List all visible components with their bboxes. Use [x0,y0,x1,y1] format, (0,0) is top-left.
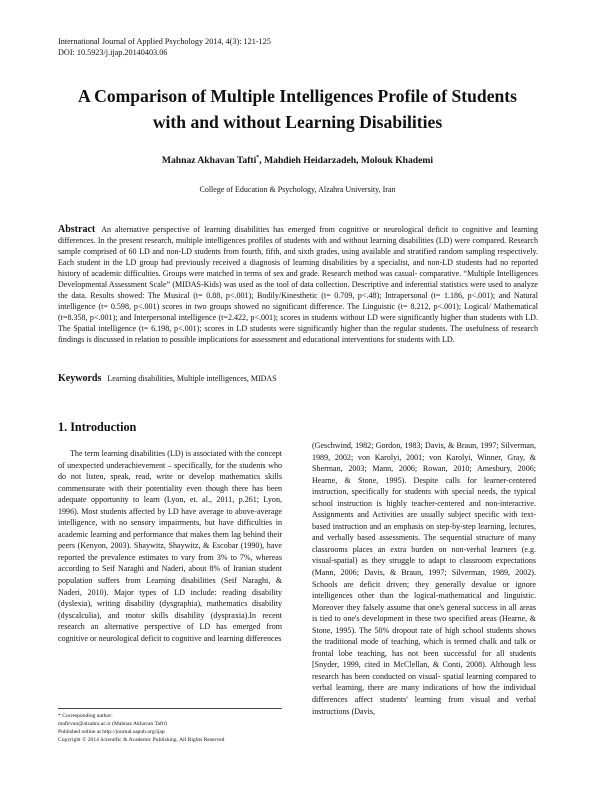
footnote [58,713,298,745]
corresponding-marker: * [256,155,260,161]
author-list [40,155,555,166]
footnote-divider [58,708,282,709]
footnote-email: mafirvan@alzahra.ac.ir (Mahnaz Akhavan Tafti) [58,720,167,727]
footnote-copyright: Copyright © 2014 Scientific & Academic Publishing. All Rights Reserved [58,736,225,743]
corresponding-author: Mahnaz Akhavan Tafti [161,155,257,167]
section-heading-introduction: 1. Introduction [58,420,137,434]
doi: DOI: 10.5923/j.ijap.20140403.06 [58,48,168,57]
footnote-corresponding: * Corresponding author: [58,713,113,719]
abstract-label: Abstract [58,224,96,235]
affiliation: College of Education & Psychology, Alzahra University, Iran [199,185,396,194]
title-line-2: with and without Learning Disabilities [152,112,443,132]
keywords-label: Keywords [58,373,102,384]
journal-header [58,36,271,58]
title-line-1: A Comparison of Multiple Intelligences Profile of Students [77,86,518,106]
footnote-published: Published online at http://journal.sapub.org/ijap [58,728,165,735]
keywords [58,373,538,384]
co-authors: , Mahdieh Heidarzadeh, Molouk Khademi [259,155,434,167]
left-column [58,448,282,644]
intro-paragraph-right: (Geschwind, 1982; Gordon, 1983; Davis, & Braun, 1997; Silverman, 1989, 2002; von Karolyi, 2001; von Karolyi, Winner, Gray, & Sherman, 2003; Mann, 2006; Rowan, 2010; Amesbury, 2006; Hearne, & Stone, 1995). Despite calls for learner-centered instruction, specifically for students with special needs, the typical school instruction is highly teacher-centered and non-interactive. Assignments and Activities are usually subject specific with text-based instruction and an emphasis on step-by-step learning, lectures, and verbally based assessments. The sequential structure of many classrooms places an extra burden on non-verbal learners (e.g. visual-spatial) as they struggle to adapt to classroom expectations (Mann, 2006; Davis, & Braun, 1997; Silverman, 1989, 2002). Schools are deficit driven; they generally devalue or ignore intelligences other than the logical-mathematical and linguistic. Moreover they falsely assume that one's general success in all areas is tied to one's development in these two specified areas (Hearne, & Stone, 1995). The 50% dropout rate of high school students shows the traditional mode of teaching, which is termed chalk and talk or frontal lobe teaching, has not been successful for all students [Snyder, 1999, cited in McClellan, & Conti, 2008). Although less research has been conducted on visual- spatial learning compared to verbal learning, there are many indications of how the individual differences affect students' learning from visual and verbal instructions (Davis, [312,441,536,716]
right-column [312,440,536,717]
keywords-text: Learning disabilities, Multiple intelligences, MIDAS [107,374,277,383]
abstract [58,224,538,346]
abstract-text: An alternative perspective of learning disabilities has emerged from cognitive or neurological deficit to cognitive and learning differences. In the present research, multiple intelligences profiles of students with and without learning disabilities (LD) were compared. Research sample comprised of 60 LD and non-LD students from fourth, fifth, and sixth grades, using available and stratified random sampling respectively. Each student in the LD group had previously received a diagnosis of learning disabilities by a specialist, and non-LD students had no reported history of academic difficulties. Groups were matched in terms of sex and grade. Research method was casual- comparative. “Multiple Intelligences Developmental Assessment Scale” (MIDAS-Kids) was used as the tool of data collection. Descriptive and inferential statistics were used to analyze the data. Results showed: The Musical (t= 0.88, p<.001); Bodily/Kinesthetic (t= 0.709, p<.48); Intrapersonal (t= 1.186, p<.001); and Natural intelligence (t= 0.598, p<.001) scores in two groups showed no significant difference. The Linguistic (t= 8.212, p<.001); Logical/ Mathematical (t=8.358, p<.001); and Interpersonal intelligence (t=2.422, p<.001); scores in students without LD were significantly higher than students with LD. The Spatial intelligence (t= 6.198, p<.001); scores in LD students were significantly higher than the regular students. The usefulness of research findings is discussed in relation to possible implications for assessment and educational interventions for students with LD. [58,225,538,345]
intro-paragraph-left: The term learning disabilities (LD) is associated with the concept of unexpected underachievement – specifically, for the students who do not listen, speak, read, write or develop mathematics skills commensurate with their potentiality even though there has been adequate opportunity to learn (Lyon, et. al., 2011, p.261; Lyon, 1996). Most students affected by LD have average to above-average intelligence, with no sensory impairments, but have difficulties in academic learning and performance that makes them lag behind their peers (Kenyon, 2003). Shaywitz, Shaywitz, & Escobar (1990), have reported the prevalence estimates to vary from 3% to 7%, whereas according to Seif Naraghi and Naderi, about 8% of Iranian student population suffers from Learning disabilities (Seif Naraghi, & Naderi, 2010). Major types of LD include: reading disability (dyslexia), writing disability (dysgraphia), mathematics disability (dyscalculia), and motor skills disability (dyspraxia).In recent research an alternative perspective of LD has emerged from cognitive or neurological deficit to cognitive and learning differences [58,449,282,643]
journal-citation: International Journal of Applied Psychology 2014, 4(3): 121-125 [58,37,271,46]
paper-title [40,83,555,135]
